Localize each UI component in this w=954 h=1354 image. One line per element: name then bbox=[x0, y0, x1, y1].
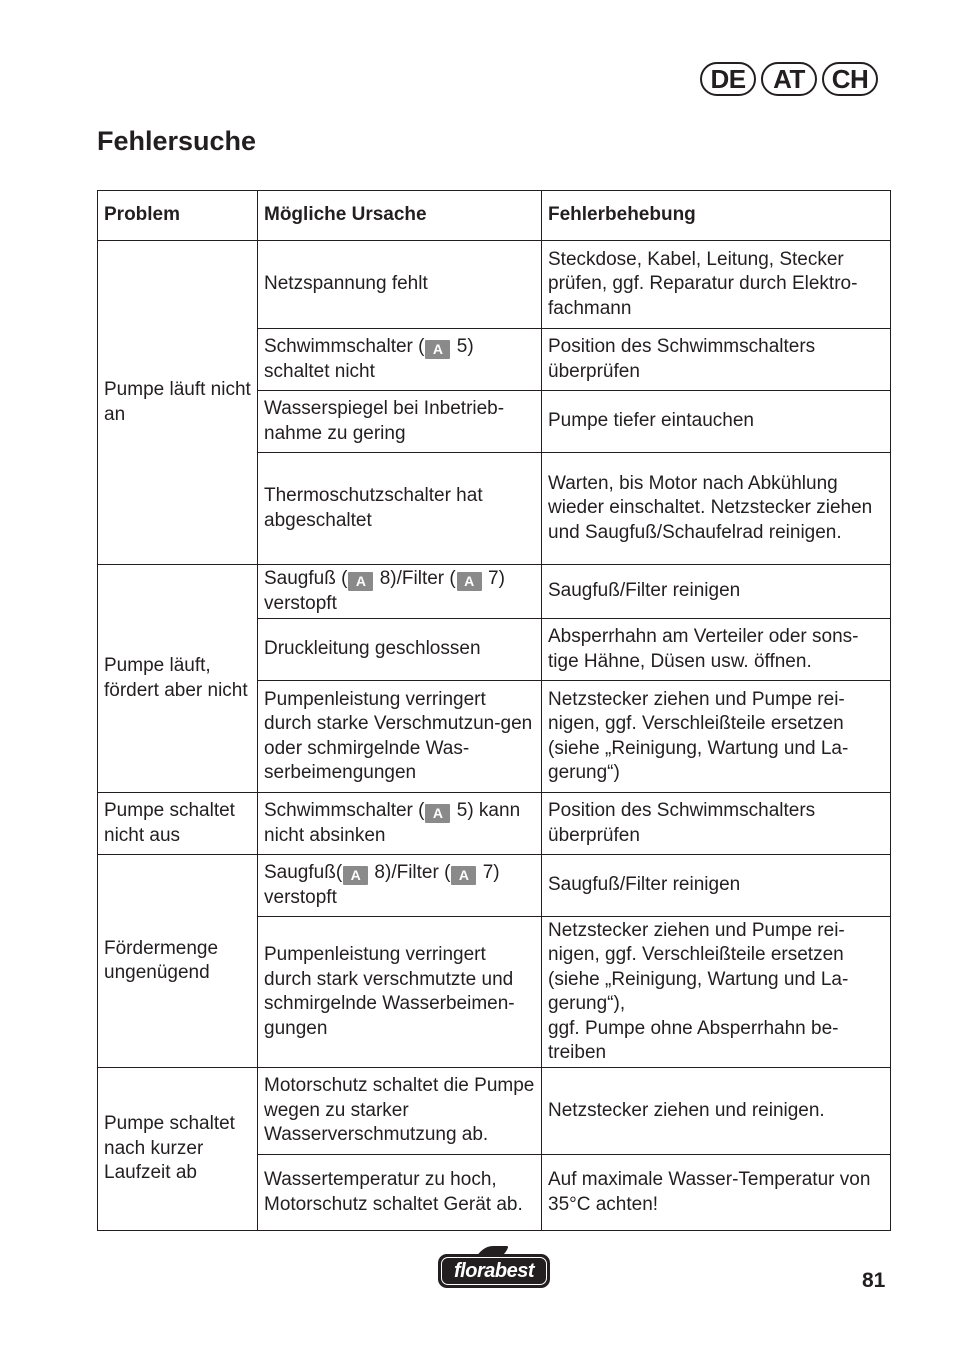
cause-text: Schwimmschalter ( bbox=[264, 800, 425, 821]
table-row bbox=[98, 1068, 891, 1155]
cause-cell: Druckleitung geschlossen bbox=[258, 619, 542, 681]
column-header-remedy: Fehlerbehebung bbox=[542, 191, 891, 241]
remedy-text: Netzstecker ziehen und Pumpe rei-nigen, ggf. Verschleißteile ersetzen (siehe „Reinigung, Wartung und La-gerung“), bbox=[548, 919, 849, 1014]
problem-cell: Pumpe läuft nicht an bbox=[98, 241, 258, 565]
brand-logo bbox=[438, 1246, 550, 1288]
remedy-cell: Netzstecker ziehen und Pumpe rei-nigen, ggf. Verschleißteile ersetzen (siehe „Reinigung, Wartung und La-gerung“) bbox=[542, 681, 891, 793]
table-row bbox=[98, 855, 891, 917]
cause-text: 8)/Filter ( bbox=[369, 862, 451, 883]
cause-text: 5) kann nicht absinken bbox=[264, 800, 521, 846]
remedy-cell: Steckdose, Kabel, Leitung, Stecker prüfen, ggf. Reparatur durch Elektro-fachmann bbox=[542, 241, 891, 329]
figure-a-icon: A bbox=[348, 572, 373, 591]
cause-cell: Pumpenleistung verringert durch starke Verschmutzun-gen oder schmirgelnde Was-serbeimengungen bbox=[258, 681, 542, 793]
remedy-cell: Netzstecker ziehen und reinigen. bbox=[542, 1068, 891, 1155]
figure-a-icon: A bbox=[425, 340, 450, 359]
troubleshooting-table bbox=[97, 190, 891, 1231]
remedy-cell: Pumpe tiefer eintauchen bbox=[542, 391, 891, 453]
cause-text: 7) verstopft bbox=[264, 862, 500, 908]
cause-cell bbox=[258, 793, 542, 855]
country-badges bbox=[700, 62, 878, 96]
cause-cell bbox=[258, 855, 542, 917]
cause-cell: Motorschutz schaltet die Pumpe wegen zu starker Wasserverschmutzung ab. bbox=[258, 1068, 542, 1155]
problem-cell: Pumpe läuft, fördert aber nicht bbox=[98, 565, 258, 793]
problem-cell: Fördermenge ungenügend bbox=[98, 855, 258, 1068]
country-badge-at: AT bbox=[761, 62, 817, 96]
remedy-cell: Saugfuß/Filter reinigen bbox=[542, 565, 891, 619]
remedy-text: ggf. Pumpe ohne Absperrhahn be-treiben bbox=[548, 1017, 839, 1063]
cause-cell: Netzspannung fehlt bbox=[258, 241, 542, 329]
column-header-cause: Mögliche Ursache bbox=[258, 191, 542, 241]
figure-a-icon: A bbox=[457, 572, 482, 591]
problem-cell: Pumpe schaltet nicht aus bbox=[98, 793, 258, 855]
cause-cell: Wasserspiegel bei Inbetrieb-nahme zu gering bbox=[258, 391, 542, 453]
cause-text: Saugfuß ( bbox=[264, 568, 348, 589]
remedy-cell: Auf maximale Wasser-Temperatur von 35°C achten! bbox=[542, 1155, 891, 1231]
remedy-cell: Absperrhahn am Verteiler oder sons-tige Hähne, Düsen usw. öffnen. bbox=[542, 619, 891, 681]
cause-cell: Pumpenleistung verringert durch stark verschmutzte und schmirgelnde Wasserbeimen-gungen bbox=[258, 917, 542, 1068]
table-header-row bbox=[98, 191, 891, 241]
figure-a-icon: A bbox=[451, 866, 476, 885]
figure-a-icon: A bbox=[343, 866, 368, 885]
remedy-cell bbox=[542, 917, 891, 1068]
cause-text: 7) verstopft bbox=[264, 568, 505, 614]
page-title: Fehlersuche bbox=[97, 126, 257, 156]
cause-cell bbox=[258, 565, 542, 619]
problem-cell: Pumpe schaltet nach kurzer Laufzeit ab bbox=[98, 1068, 258, 1231]
column-header-problem: Problem bbox=[98, 191, 258, 241]
table-row bbox=[98, 241, 891, 329]
cause-text: Schwimmschalter ( bbox=[264, 336, 425, 357]
cause-text: 5) schaltet nicht bbox=[264, 336, 474, 382]
cause-cell: Thermoschutzschalter hat abgeschaltet bbox=[258, 453, 542, 565]
remedy-cell: Saugfuß/Filter reinigen bbox=[542, 855, 891, 917]
country-badge-de: DE bbox=[700, 62, 756, 96]
country-badge-ch: CH bbox=[822, 62, 878, 96]
cause-text: 8)/Filter ( bbox=[374, 568, 456, 589]
table-row bbox=[98, 793, 891, 855]
cause-text: Saugfuß( bbox=[264, 862, 343, 883]
page-number: 81 bbox=[862, 1269, 886, 1292]
cause-cell: Wassertemperatur zu hoch, Motorschutz schaltet Gerät ab. bbox=[258, 1155, 542, 1231]
remedy-cell: Warten, bis Motor nach Abkühlung wieder einschaltet. Netzstecker ziehen und Saugfuß/Schaufelrad reinigen. bbox=[542, 453, 891, 565]
table-row bbox=[98, 565, 891, 619]
remedy-cell: Position des Schwimmschalters überprüfen bbox=[542, 793, 891, 855]
cause-cell bbox=[258, 329, 542, 391]
figure-a-icon: A bbox=[425, 804, 450, 823]
remedy-cell: Position des Schwimmschalters überprüfen bbox=[542, 329, 891, 391]
logo-text: florabest bbox=[454, 1260, 534, 1282]
